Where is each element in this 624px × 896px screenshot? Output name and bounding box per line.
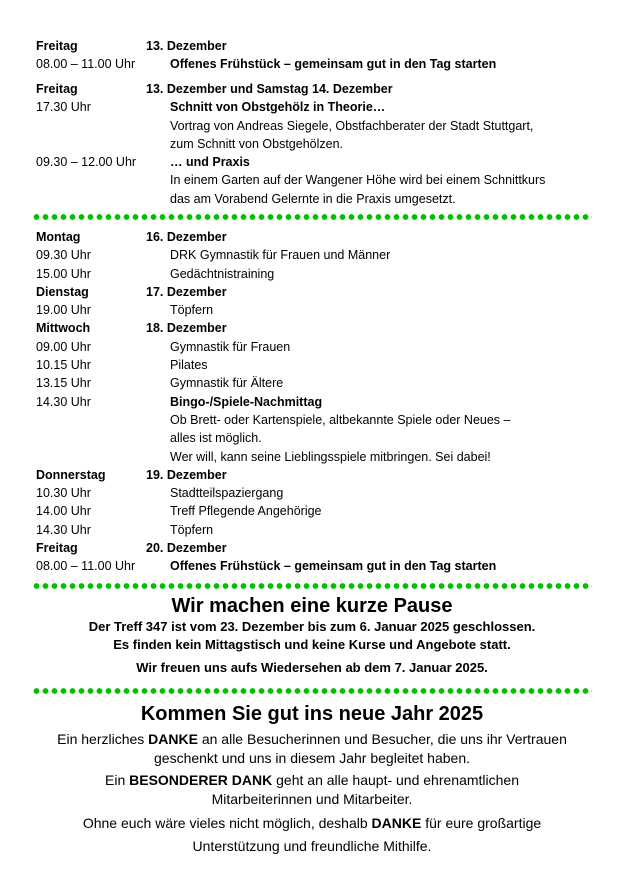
event-time: 15.00 Uhr bbox=[36, 266, 91, 281]
thanks-staff bbox=[0, 771, 624, 809]
day-header-row bbox=[36, 466, 596, 484]
event-row bbox=[36, 246, 596, 264]
event-description: DRK Gymnastik für Frauen und Männer bbox=[170, 248, 391, 263]
thanks-emphasis: DANKE bbox=[148, 731, 198, 747]
event-row bbox=[36, 356, 596, 374]
event-time: 08.00 – 11.00 Uhr bbox=[36, 57, 136, 72]
thanks-text: Ein herzliches bbox=[57, 731, 149, 747]
event-row bbox=[36, 135, 596, 153]
event-time: 14.00 Uhr bbox=[36, 504, 91, 519]
event-row bbox=[36, 502, 596, 520]
event-description: Gymnastik für Ältere bbox=[170, 376, 284, 391]
event-row bbox=[36, 338, 596, 356]
pause-line-no-offers: Es finden kein Mittagstisch und keine Kurse und Angebote statt. bbox=[113, 637, 511, 652]
thanks-text: Unterstützung und freundliche Mithilfe. bbox=[192, 838, 432, 854]
schedule-section-week bbox=[36, 228, 596, 576]
event-row bbox=[36, 190, 596, 208]
event-title: Offenes Frühstück – gemeinsam gut in den Tag starten bbox=[170, 559, 497, 574]
event-time: 09.30 Uhr bbox=[36, 248, 91, 263]
event-time: 14.30 Uhr bbox=[36, 394, 91, 409]
event-description: Töpfern bbox=[170, 522, 214, 537]
event-row bbox=[36, 265, 596, 283]
pause-notice bbox=[0, 594, 624, 677]
pause-line-closed: Der Treff 347 ist vom 23. Dezember bis zum 6. Januar 2025 geschlossen. bbox=[88, 619, 536, 634]
event-description: Wer will, kann seine Lieblingsspiele mitbringen. Sei dabei! bbox=[170, 449, 491, 464]
green-dotted-divider bbox=[32, 687, 592, 695]
event-description: alles ist möglich. bbox=[170, 431, 262, 446]
event-description: Treff Pflegende Angehörige bbox=[170, 504, 322, 519]
pause-heading: Wir machen eine kurze Pause bbox=[171, 595, 453, 617]
event-description: Gedächtnistraining bbox=[170, 266, 275, 281]
date: 18. Dezember bbox=[146, 321, 227, 336]
event-row bbox=[36, 448, 596, 466]
weekday: Freitag bbox=[36, 39, 78, 53]
event-time: 13.15 Uhr bbox=[36, 376, 91, 391]
event-row bbox=[36, 484, 596, 502]
event-row bbox=[36, 117, 596, 135]
event-time: 19.00 Uhr bbox=[36, 303, 91, 318]
event-title: Offenes Frühstück – gemeinsam gut in den Tag starten bbox=[170, 57, 497, 72]
event-time: 09.30 – 12.00 Uhr bbox=[36, 155, 137, 170]
date: 19. Dezember bbox=[146, 467, 227, 482]
event-time: 17.30 Uhr bbox=[36, 100, 91, 115]
event-row bbox=[36, 429, 596, 447]
day-header-row bbox=[36, 539, 596, 557]
date: 16. Dezember bbox=[146, 230, 227, 244]
weekday: Dienstag bbox=[36, 284, 89, 299]
schedule-section-obstgehoelz bbox=[36, 80, 596, 208]
thanks-support bbox=[0, 812, 624, 858]
event-row bbox=[36, 171, 596, 189]
event-title: Bingo-/Spiele-Nachmittag bbox=[170, 394, 323, 409]
day-header-row bbox=[36, 283, 596, 301]
event-description: Gymnastik für Frauen bbox=[170, 339, 291, 354]
event-row bbox=[36, 521, 596, 539]
weekday: Freitag bbox=[36, 82, 78, 96]
weekday: Freitag bbox=[36, 541, 78, 556]
event-description: Ob Brett- oder Kartenspiele, altbekannte Spiele oder Neues – bbox=[170, 412, 511, 427]
event-description: Pilates bbox=[170, 358, 208, 373]
day-header-row bbox=[36, 228, 596, 246]
weekday: Mittwoch bbox=[36, 321, 91, 336]
event-row bbox=[36, 301, 596, 319]
thanks-text: geht an alle haupt- und ehrenamtlichen bbox=[272, 772, 519, 788]
date: 13. Dezember bbox=[146, 39, 227, 53]
weekday: Donnerstag bbox=[36, 467, 106, 482]
event-title: Schnitt von Obstgehölz in Theorie… bbox=[170, 100, 386, 115]
event-row bbox=[36, 557, 596, 575]
thanks-emphasis: DANKE bbox=[371, 815, 422, 831]
thanks-text: geschenkt und uns in diesem Jahr begleitet haben. bbox=[154, 750, 470, 766]
event-time: 14.30 Uhr bbox=[36, 522, 91, 537]
event-row bbox=[36, 55, 596, 73]
event-description: Stadtteilspaziergang bbox=[170, 486, 284, 501]
event-description: das am Vorabend Gelernte in die Praxis umgesetzt. bbox=[170, 191, 456, 206]
thanks-visitors bbox=[0, 730, 624, 768]
event-description: Vortrag von Andreas Siegele, Obstfachberater der Stadt Stuttgart, bbox=[170, 118, 534, 133]
event-description: zum Schnitt von Obstgehölzen. bbox=[170, 136, 344, 151]
day-header-row bbox=[36, 80, 596, 98]
day-header-row bbox=[36, 319, 596, 337]
event-time: 08.00 – 11.00 Uhr bbox=[36, 559, 136, 574]
event-time: 10.15 Uhr bbox=[36, 358, 91, 373]
event-row bbox=[36, 374, 596, 392]
thanks-text: an alle Besucherinnen und Besucher, die uns ihr Vertrauen bbox=[197, 731, 567, 747]
day-header-row bbox=[36, 37, 596, 55]
weekday: Montag bbox=[36, 230, 81, 244]
thanks-text: für eure großartige bbox=[421, 815, 542, 831]
green-dotted-divider bbox=[32, 582, 592, 590]
thanks-text: Mitarbeiterinnen und Mitarbeiter. bbox=[211, 791, 413, 807]
event-time: 10.30 Uhr bbox=[36, 486, 91, 501]
green-dotted-divider bbox=[32, 213, 592, 221]
schedule-section-friday-13 bbox=[36, 37, 596, 74]
pause-line-reopen: Wir freuen uns aufs Wiedersehen ab dem 7. Januar 2025. bbox=[136, 660, 488, 675]
event-description: In einem Garten auf der Wangener Höhe wird bei einem Schnittkurs bbox=[170, 173, 546, 188]
event-title: … und Praxis bbox=[170, 155, 250, 170]
event-row bbox=[36, 393, 596, 411]
event-time: 09.00 Uhr bbox=[36, 339, 91, 354]
new-year-section bbox=[0, 702, 624, 858]
thanks-text: Ohne euch wäre vieles nicht möglich, deshalb bbox=[82, 815, 372, 831]
thanks-text: Ein bbox=[105, 772, 130, 788]
date: 20. Dezember bbox=[146, 541, 227, 556]
date: 17. Dezember bbox=[146, 284, 227, 299]
event-row bbox=[36, 411, 596, 429]
date: 13. Dezember und Samstag 14. Dezember bbox=[146, 82, 393, 96]
event-row bbox=[36, 153, 596, 171]
event-row bbox=[36, 98, 596, 116]
thanks-emphasis: BESONDERER DANK bbox=[129, 772, 273, 788]
new-year-heading: Kommen Sie gut ins neue Jahr 2025 bbox=[140, 703, 484, 725]
event-description: Töpfern bbox=[170, 303, 214, 318]
